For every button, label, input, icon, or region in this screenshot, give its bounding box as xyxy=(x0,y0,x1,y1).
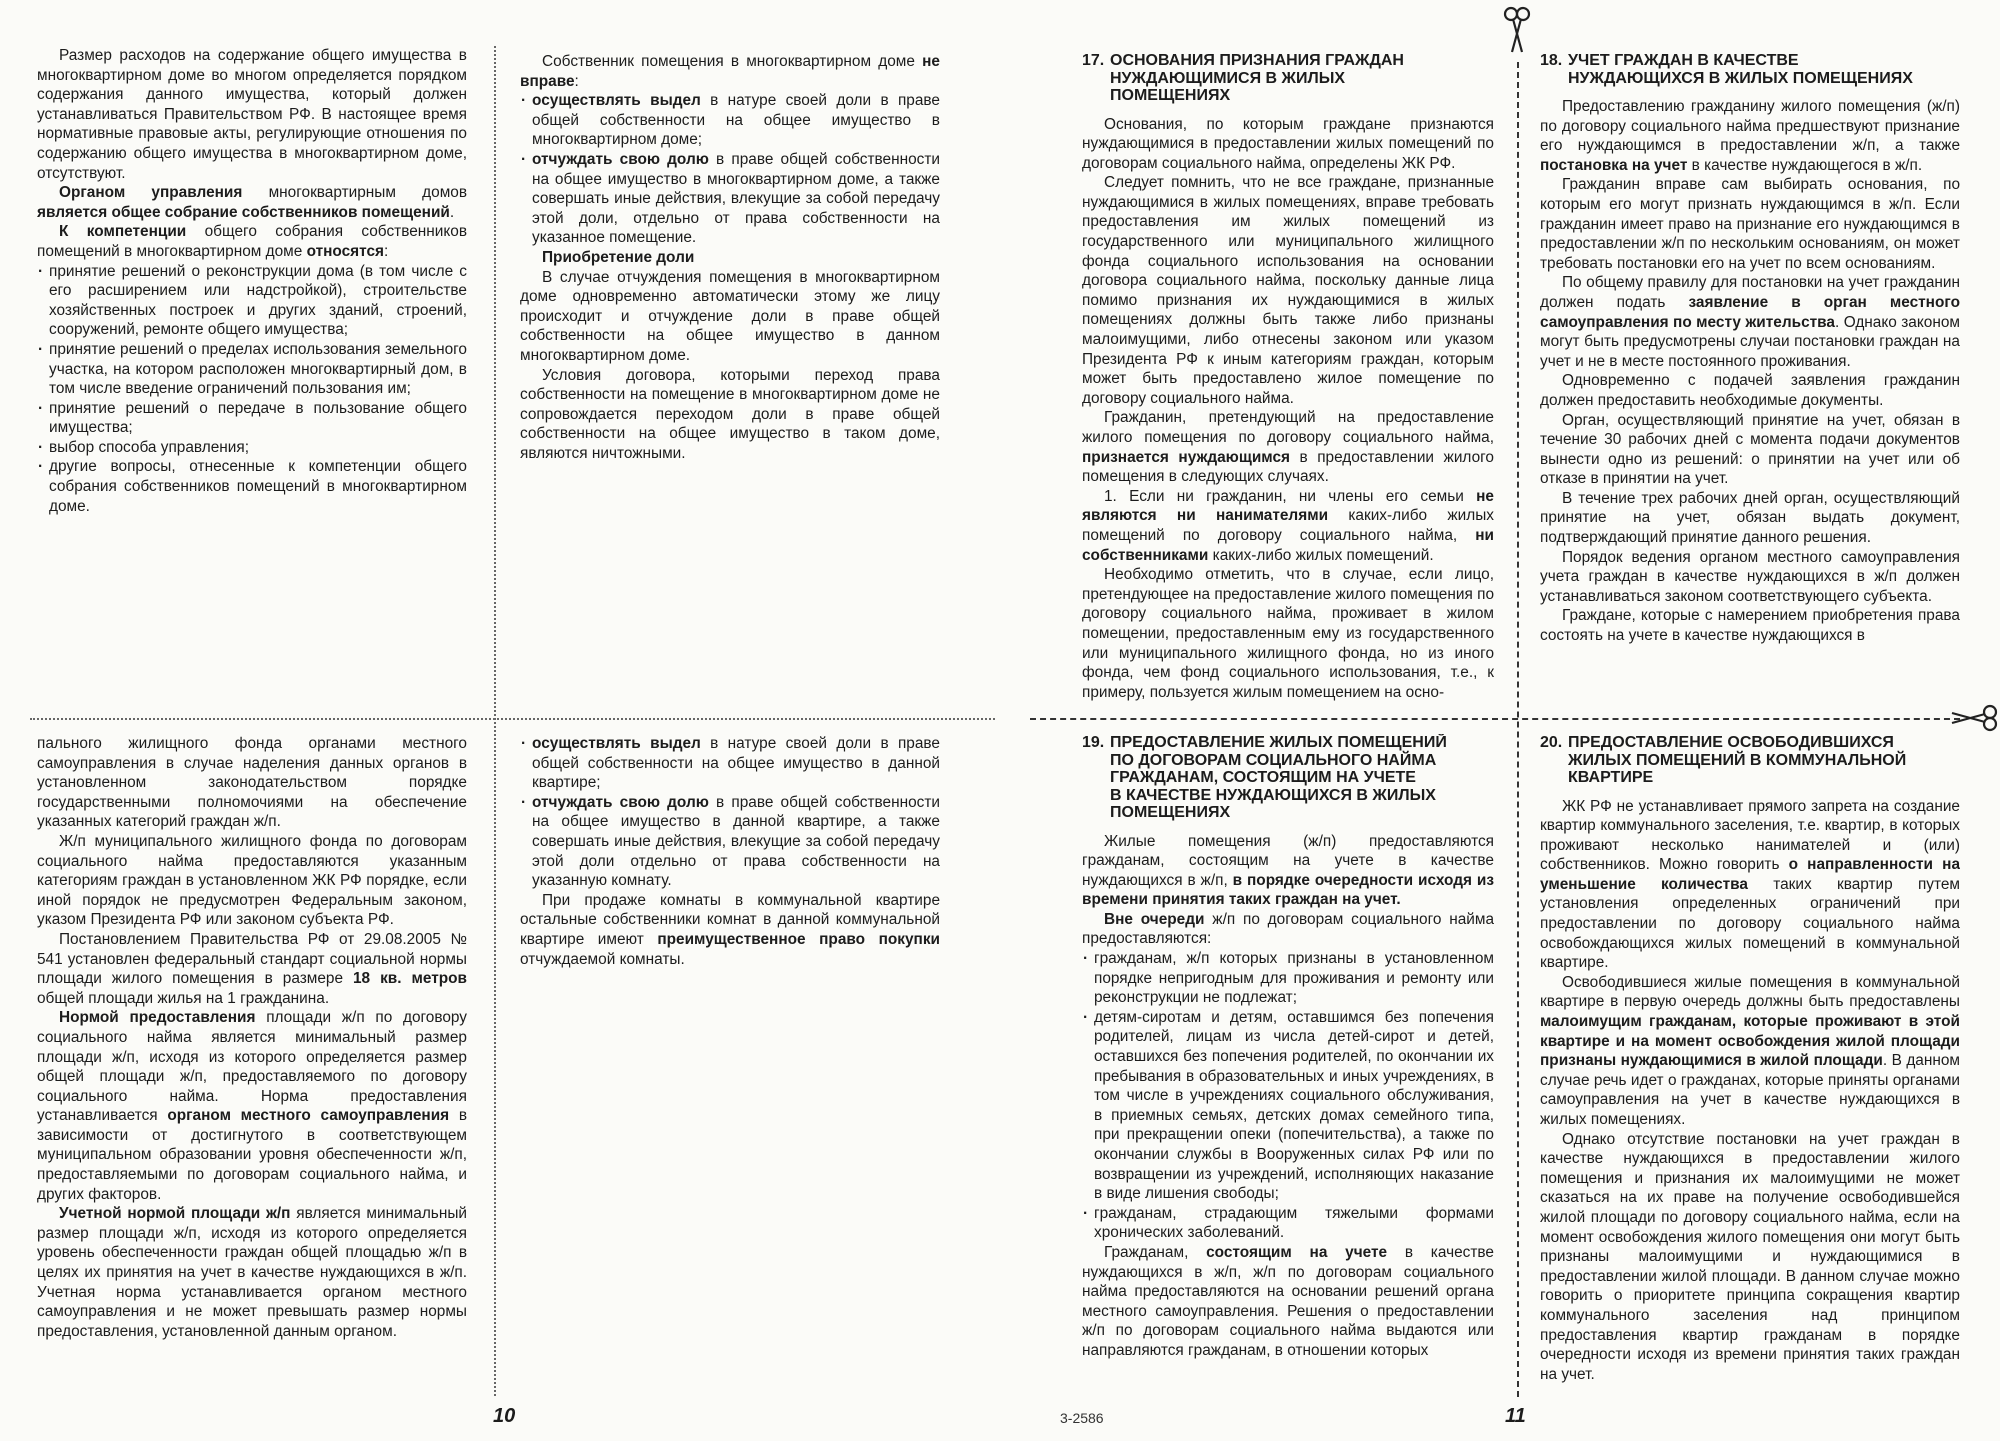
text-run: Предоставлению гражданину жилого помещения (ж/п) по договору социального найма предшествуют признание его нуждающимся в предоставлении ж/п, а также xyxy=(1540,98,1960,155)
list-item xyxy=(520,91,940,150)
text-run: В случае отчуждения помещения в многоквартирном доме одновременно автоматически этому же лицу происходит и отчуждение доли в праве общей собственности на общее имущество в данном многоквартирном доме. xyxy=(520,268,940,364)
bold-term: отчуждать свою долю xyxy=(532,150,709,168)
paragraph xyxy=(1540,606,1960,645)
text-run: В течение трех рабочих дней орган, осуществляющий принятие на учет, обязан выдать документ, подтверждающий принятие данного решения. xyxy=(1540,489,1960,547)
list-item: · другие вопросы, отнесенные к компетенции общего собрания собственников помещений в многоквартирном доме. xyxy=(37,457,467,516)
housing-norms-text xyxy=(37,734,467,1341)
bold-term: относятся xyxy=(306,242,385,260)
section-number: 17. xyxy=(1082,52,1105,69)
text-run: общей площади жилья на 1 гражданина. xyxy=(37,989,330,1007)
paragraph xyxy=(37,46,467,183)
bold-term: Учетной нормой площади ж/п xyxy=(59,1205,291,1223)
text-run: Ж/п муниципального жилищного фонда по договорам социального найма предоставляются указанным категориям граждан в установленном ЖК РФ порядке, если иной порядок не предусмотрен Федеральным законом, указом Президента РФ или законом субъекта РФ. xyxy=(37,832,467,929)
text-run: в праве общей собственности на общее имущество в многоквартирном доме, а также совершать иные действия, влекущие за собой передачу этой доли, отдельно от права собственности на указанное помещение. xyxy=(532,150,940,247)
list-item xyxy=(520,793,940,891)
section-20 xyxy=(1540,734,1960,1404)
scissors-icon xyxy=(1948,703,1998,733)
paragraph xyxy=(1540,371,1960,410)
page-number-left: 10 xyxy=(493,1405,516,1427)
section-19 xyxy=(1082,734,1494,1404)
left-vertical-divider xyxy=(494,46,496,1396)
text-run: в предоставлении жилого помещения в следующих случаях. xyxy=(1082,448,1494,486)
right-vertical-cut-line xyxy=(1517,62,1519,1397)
section-19-intro xyxy=(1082,832,1494,950)
text-run: Гражданин, претендующий на предоставление жилого помещения по договору социального найма, xyxy=(1082,409,1494,446)
text-run: Одновременно с подачей заявления гражданин должен предоставить необходимые документы. xyxy=(1540,372,1960,409)
text-run: в натуре своей доли в праве общей собственности на общее имущество в многоквартирном доме; xyxy=(532,92,940,149)
text-run: в качестве нуждающихся в ж/п, ж/п по договорам социального найма предоставляются на основании решений органа местного самоуправления. Решения о предоставлении ж/п по договорам социального найма выдаются или направляются гражданам, в отношении которых xyxy=(1082,1243,1494,1359)
section-number: 19. xyxy=(1082,734,1105,751)
heading-line: ПРЕДОСТАВЛЕНИЕ ЖИЛЫХ ПОМЕЩЕНИЙ xyxy=(1110,734,1447,751)
bold-term: состоящим на учете xyxy=(1206,1243,1388,1261)
list-item: · принятие решений о пределах использования земельного участка, на котором расположен многоквартирный дом, в том числе введение ограничений пользования им; xyxy=(37,340,467,399)
paragraph xyxy=(1082,1243,1494,1361)
bold-term: заявление в орган местного самоуправления по месту жительства xyxy=(1540,293,1960,331)
text-run: . Однако законом могут быть предусмотрены случаи постановки граждан на учет и не в месте постоянного проживания. xyxy=(1540,313,1960,370)
text-run: общего собрания собственников помещений в многоквартирном доме xyxy=(37,223,467,260)
paragraph xyxy=(1540,97,1960,175)
heading-line: ПОМЕЩЕНИЯХ xyxy=(1110,87,1231,104)
paragraph xyxy=(1540,411,1960,489)
paragraph xyxy=(1540,489,1960,548)
list-item: · гражданам, ж/п которых признаны в установленном порядке непригодным для проживания и ремонту или реконструкции не подлежат; xyxy=(1082,949,1494,1008)
scissors-icon xyxy=(1502,6,1532,56)
text-run: является минимальный размер площади ж/п, исходя из которого определяется уровень обеспеченности граждан общей площадью ж/п в целях их принятия на учет в качестве нуждающихся в ж/п. Учетная норма устанавливается органом местного самоуправления и не может превышать размер нормы предоставления, установленной данным органом. xyxy=(37,1205,467,1340)
list-item xyxy=(520,734,940,793)
paragraph xyxy=(1540,1130,1960,1385)
heading-line: НУЖДАЮЩИХСЯ В ЖИЛЫХ ПОМЕЩЕНИЯХ xyxy=(1568,69,1913,87)
section-number: 18. xyxy=(1540,52,1563,69)
bold-term: ни собственниками xyxy=(1082,526,1494,564)
text-run: Собственник помещения в многоквартирном доме xyxy=(542,53,923,70)
paragraph xyxy=(1082,173,1494,408)
pre-emptive-right xyxy=(520,891,940,969)
heading-line: ГРАЖДАНАМ, СОСТОЯЩИМ НА УЧЕТЕ xyxy=(1110,769,1416,786)
list-item: · принятие решений о реконструкции дома (в том числе с его расширением или надстройкой), строительстве хозяйственных построек и других зданий, строений, сооружений, ремонте общего имущества; xyxy=(37,262,467,340)
paragraph xyxy=(37,930,467,1008)
left-bottom-left-block xyxy=(37,734,467,1394)
text-run: в праве общей собственности на общее имущество в данной квартире, а также совершать иные действия, влекущие за собой передачу этой доли отдельно от права собственности на указанную комнату. xyxy=(532,793,940,890)
left-top-left-block xyxy=(37,46,467,686)
paragraph xyxy=(1082,910,1494,949)
share-acquisition xyxy=(520,248,940,464)
bold-term: о направленности на уменьшение количества xyxy=(1540,856,1960,893)
heading-line: УЧЕТ ГРАЖДАН В КАЧЕСТВЕ xyxy=(1568,52,1799,69)
list-item xyxy=(520,150,940,248)
print-code: 3-2586 xyxy=(1060,1410,1104,1426)
bold-term: отчуждать свою долю xyxy=(532,793,709,811)
bold-term: Нормой предоставления xyxy=(59,1009,256,1027)
heading-line: В КАЧЕСТВЕ НУЖДАЮЩИХСЯ В ЖИЛЫХ xyxy=(1110,786,1436,804)
bold-term: органом местного самоуправления xyxy=(167,1107,450,1125)
section-20-heading xyxy=(1540,734,1960,787)
owner-restrictions-list xyxy=(520,91,940,248)
paragraph xyxy=(1540,175,1960,273)
section-18 xyxy=(1540,52,1960,702)
section-19-tail xyxy=(1082,1243,1494,1361)
paragraph xyxy=(1082,408,1494,486)
text-run: Размер расходов на содержание общего имущества в многоквартирном доме во многом определяется порядком содержания данного имущества, который должен устанавливаться Правительством РФ. В настоящее время нормативные правовые акты, регулирующие отношения по содержанию общего имущества в многоквартирном доме, отсутствуют. xyxy=(37,47,467,182)
paragraph xyxy=(1540,548,1960,607)
bold-term: малоимущим гражданам, которые проживают в этой квартире и на момент освобождения жилой площади признаны нуждающимися в жилой площади xyxy=(1540,1013,1960,1070)
text-run: Гражданам, xyxy=(1104,1243,1207,1261)
communal-restrictions-list xyxy=(520,734,940,891)
bold-term: преимущественное право покупки xyxy=(657,930,940,948)
text-run: . xyxy=(449,203,455,221)
paragraph xyxy=(1540,797,1960,973)
section-number: 20. xyxy=(1540,734,1563,751)
paragraph xyxy=(37,1008,467,1204)
text-run: Жилые помещения (ж/п) предоставляются гражданам, состоящим на учете в качестве нуждающихся в ж/п, xyxy=(1082,832,1494,889)
paragraph xyxy=(1082,832,1494,910)
owner-intro xyxy=(520,52,940,91)
paragraph xyxy=(37,734,467,832)
list-item: · гражданам, страдающим тяжелыми формами хронических заболеваний. xyxy=(1082,1204,1494,1243)
text-run: пального жилищного фонда органами местного самоуправления в случае наделения данных органов в установленном законодательством порядке государственными полномочиями на обеспечение указанных категорий граждан ж/п. xyxy=(37,735,467,831)
text-run: в зависимости от достигнутого в соответствующем муниципальном образовании уровня обеспеченности ж/п, предоставляемыми по договорам социального найма, и других факторов. xyxy=(37,1107,467,1203)
text-run: каких-либо жилых помещений. xyxy=(1208,546,1434,564)
text-run: Порядок ведения органом местного самоуправления учета граждан в качестве нуждающихся в ж/п должен устанавливаться законом соответствующего субъекта. xyxy=(1540,548,1960,605)
text-run: Необходимо отметить, что в случае, если лицо, претендующее на предоставление жилого помещения по договору социального найма, проживает в жилом помещении, предоставленным ему из государственного или муниципального жилищного фонда, но из иного фонда, чем фонд социального использования, т.е., к примеру, пользуется жилым помещением на осно- xyxy=(1082,566,1494,701)
heading-line: ЖИЛЫХ ПОМЕЩЕНИЙ В КОММУНАЛЬНОЙ xyxy=(1568,751,1907,769)
paragraph xyxy=(1082,487,1494,565)
text-run: : xyxy=(574,72,579,90)
bold-term: Органом управления xyxy=(59,184,243,202)
text-run: многоквартирным домов xyxy=(242,184,467,202)
text-run: Однако отсутствие постановки на учет граждан в качестве нуждающихся в предоставлении жилого помещения и признания их малоимущими не может сказаться на их праве на получение освободившейся жилой площади по договору социального найма, если на момент освобождения жилого помещения они могут быть признаны малоимущими и нуждающимися в предоставлении жилой площади. В данном случае можно говорить о приоритете принципа сокращения квартир коммунального заселения над принципом предоставления квартир гражданам в порядке очередности исходя из времени принятия таких граждан на учет. xyxy=(1540,1130,1960,1383)
left-horizontal-divider xyxy=(30,718,995,720)
bold-term: К компетенции xyxy=(59,223,187,241)
section-17-heading xyxy=(1082,52,1494,105)
text-run: По общему правилу для постановки на учет гражданин должен подать xyxy=(1540,274,1960,311)
text-run: При продаже комнаты в коммунальной квартире остальные собственники комнат в данной коммунальной квартире имеют xyxy=(520,891,940,948)
left-top-right-block xyxy=(520,52,940,672)
bold-term: осуществлять выдел xyxy=(532,92,701,110)
text-run: Граждане, которые с намерением приобретения права состоять на учете в качестве нуждающихся в xyxy=(1540,607,1960,645)
bold-term: в порядке очередности исходя из времени принятия таких граждан на учет. xyxy=(1082,871,1494,909)
paragraph xyxy=(520,52,940,91)
text-run: Гражданин вправе сам выбирать основания, по которым его могут признать нуждающимся в ж/п. Если гражданин имеет право на признание его нуждающимся в предоставлении ж/п по нескольким основаниям, он может требовать постановки его на учет по всем основаниям. xyxy=(1540,176,1960,272)
right-horizontal-cut-line xyxy=(1030,718,1960,720)
bold-term: Вне очереди xyxy=(1104,910,1205,928)
paragraph xyxy=(1540,973,1960,1130)
bold-term: постановка на учет xyxy=(1540,156,1688,174)
paragraph xyxy=(1082,565,1494,702)
text-run: 1. Если ни гражданин, ни члены его семьи xyxy=(1104,487,1477,505)
text-run: Постановлением Правительства РФ от 29.08.2005 № 541 установлен федеральный стандарт социальной нормы площади жилого помещения в размере xyxy=(37,930,467,988)
paragraph xyxy=(37,222,467,261)
text-run: Следует помнить, что не все граждане, признанные нуждающимися в жилых помещениях, вправе требовать предоставления им жилых помещений из государственного или муниципального жилищного фонда социального использования на основании договора социального найма, поскольку данные лица помимо признания их нуждающимися в жилых помещениях должны быть также либо признаны малоимущими, либо отнесены законом или указом Президента РФ к иным категориям граждан, которым может быть предоставлено жилое помещение по договору социального найма. xyxy=(1082,174,1494,407)
text-run: ЖК РФ не устанавливает прямого запрета на создание квартир коммунального заселения, т.е. квартир, в которых проживают несколько нанимателей и (или) собственников. Можно говорить xyxy=(1540,797,1960,874)
heading-line: КВАРТИРЕ xyxy=(1568,769,1654,786)
competence-list xyxy=(37,262,467,517)
text-run: Условия договора, которыми переход права собственности на помещение в многоквартирном доме не сопровождается переходом доли в праве общей собственности на общее имущество в таком доме, являются ничтожными. xyxy=(520,366,940,462)
list-item: · принятие решений о передаче в пользование общего имущества; xyxy=(37,399,467,438)
section-18-text xyxy=(1540,97,1960,646)
heading-line: НУЖДАЮЩИМИСЯ В ЖИЛЫХ xyxy=(1110,69,1346,87)
text-run: каких-либо жилых помещений по договору социального найма, xyxy=(1082,507,1494,544)
section-20-text xyxy=(1540,797,1960,1385)
text-run: отчуждаемой комнаты. xyxy=(520,950,685,968)
text-run: площади ж/п по договору социального найма является минимальный размер площади ж/п, исходя из которого определяется размер общей площади ж/п, предоставляемого по договору социального найма. Норма предоставления устанавливается xyxy=(37,1009,467,1125)
section-18-heading xyxy=(1540,52,1960,87)
bold-term: является общее собрание собственников помещений xyxy=(37,203,450,221)
heading-line: ПО ДОГОВОРАМ СОЦИАЛЬНОГО НАЙМА xyxy=(1110,751,1437,769)
bold-term: не являются ни нанимателями xyxy=(1082,487,1494,525)
bold-term: признается нуждающимся xyxy=(1082,448,1290,466)
heading-line: ПРЕДОСТАВЛЕНИЕ ОСВОБОДИВШИХСЯ xyxy=(1568,734,1894,751)
text-run: . В данном случае речь идет о гражданах, которые приняты органами самоуправления на учет в качестве нуждающихся в жилых помещениях. xyxy=(1540,1052,1960,1128)
text-run: : xyxy=(384,242,389,260)
text-run: Орган, осуществляющий принятие на учет, обязан в течение 30 рабочих дней с момента подачи документов вынести одно из решений: о принятии на учет или об отказе в принятии на учет. xyxy=(1540,411,1960,488)
bold-term: 18 кв. метров xyxy=(353,970,467,988)
paragraph xyxy=(37,832,467,930)
bold-term: осуществлять выдел xyxy=(532,735,701,752)
paragraph xyxy=(1540,273,1960,371)
section-17-text xyxy=(1082,115,1494,703)
page-right xyxy=(1000,0,2000,1441)
paragraph xyxy=(520,268,940,366)
paragraph xyxy=(1082,115,1494,174)
bold-term: не вправе xyxy=(520,53,940,90)
paragraph xyxy=(37,183,467,222)
list-item: · детям-сиротам и детям, оставшимся без попечения родителей, лицам из числа детей-сирот и детей, оставшихся без попечения родителей, по окончании их пребывания в образовательных и иных учреждениях, в том числе в учреждениях социального обслуживания, в приемных семьях, детских домах семейного типа, при прекращении опеки (попечительства), а также по окончании службы в Вооруженных силах РФ или по возвращении из учреждений, исполняющих наказание в виде лишения свободы; xyxy=(1082,1008,1494,1204)
list-item: · выбор способа управления; xyxy=(37,438,467,458)
page-number-right: 11 xyxy=(1505,1405,1526,1427)
text-run: в качестве нуждающегося в ж/п. xyxy=(1687,156,1923,174)
left-bottom-right-block xyxy=(520,734,940,1134)
bold-term: Приобретение доли xyxy=(542,248,695,266)
paragraph xyxy=(520,891,940,969)
paragraph xyxy=(520,366,940,464)
heading-line: ПОМЕЩЕНИЯХ xyxy=(1110,804,1231,821)
text-run: в натуре своей доли в праве общей собственности на общее имущество в данной квартире; xyxy=(532,735,940,792)
left-top-left-paras xyxy=(37,46,467,262)
paragraph xyxy=(37,1204,467,1341)
section-17 xyxy=(1082,52,1494,702)
out-of-turn-list xyxy=(1082,949,1494,1243)
section-19-heading xyxy=(1082,734,1494,822)
text-run: Основания, по которым граждане признаются нуждающимися в предоставлении жилых помещений по договорам социального найма, определены ЖК РФ. xyxy=(1082,115,1494,172)
paragraph xyxy=(520,248,940,268)
text-run: Освободившиеся жилые помещения в коммунальной квартире в первую очередь должны быть предоставлены xyxy=(1540,973,1960,1011)
text-run: таких квартир путем установления определенных ограничений при предоставлении по договору социального найма освобождающихся жилых помещений в коммунальной квартире. xyxy=(1540,875,1960,972)
text-run: ж/п по договорам социального найма предоставляются: xyxy=(1082,910,1494,948)
heading-line: ОСНОВАНИЯ ПРИЗНАНИЯ ГРАЖДАН xyxy=(1110,52,1404,69)
